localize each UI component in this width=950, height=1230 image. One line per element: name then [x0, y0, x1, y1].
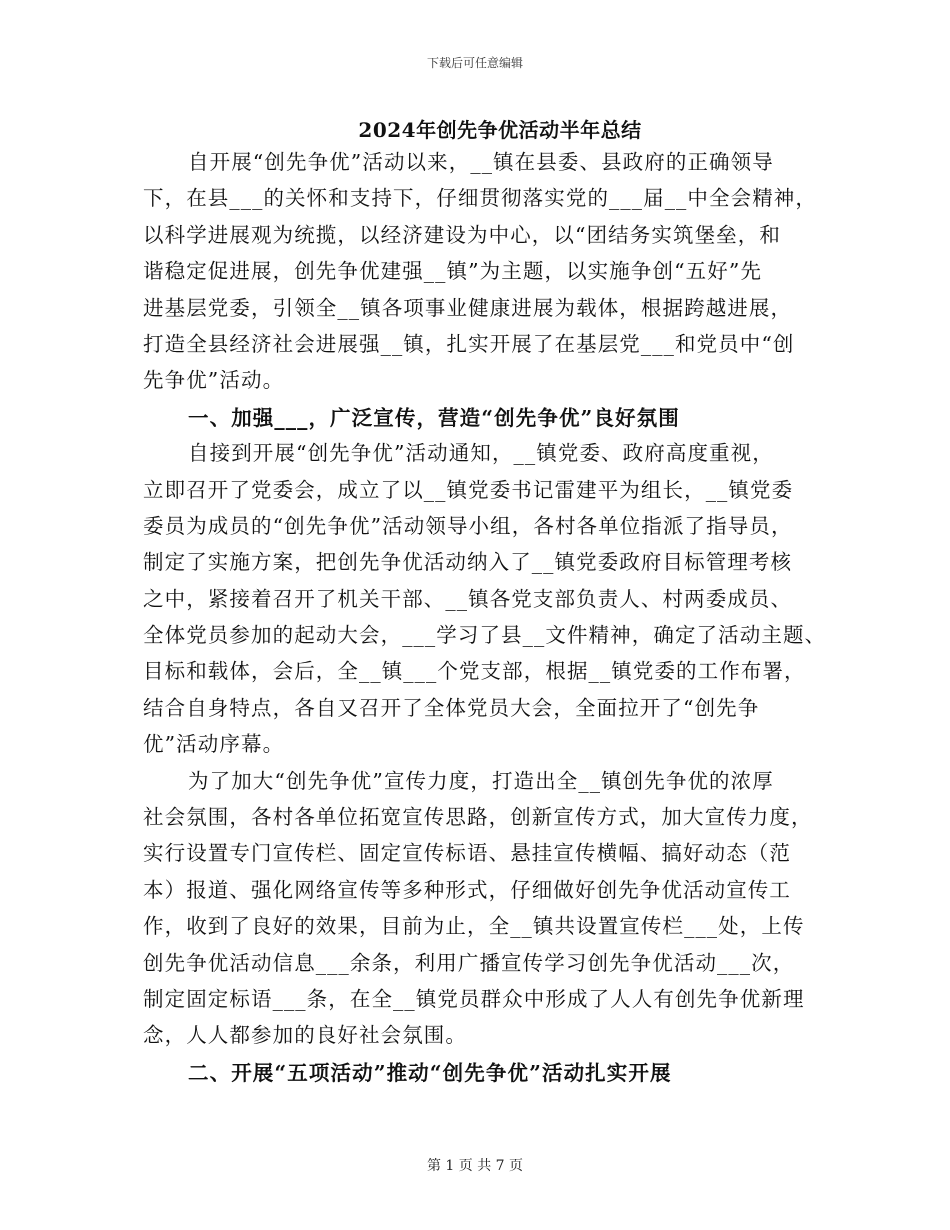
section-heading: 一、加强___，广泛宣传，营造“创先争优”良好氛围 — [188, 405, 680, 430]
document-title: 2024年创先争优活动半年总结 — [358, 118, 642, 142]
paragraph-line: 下，在县___的关怀和支持下，仔细贯彻落实党的___届__中全会精神， — [143, 186, 817, 211]
header-note: 下载后可任意编辑 — [426, 56, 523, 70]
paragraph-line: 先争优”活动。 — [143, 368, 285, 393]
paragraph-line: 自接到开展“创先争优”活动通知，__镇党委、政府高度重视， — [188, 441, 774, 466]
paragraph-line: 为了加大“创先争优”宣传力度，打造出全__镇创先争优的浓厚 — [188, 768, 774, 793]
paragraph-line: 进基层党委，引领全__镇各项事业健康进展为载体，根据跨越进展， — [143, 295, 793, 320]
paragraph-line: 作，收到了良好的效果，目前为止，全__镇共设置宣传栏___处，上传 — [143, 914, 805, 939]
paragraph-line: 制定了实施方案，把创先争优活动纳入了__镇党委政府目标管理考核 — [143, 550, 793, 575]
paragraph-line: 谐稳定促进展，创先争优建强__镇”为主题，以实施争创“五好”先 — [143, 259, 763, 284]
paragraph-line: 以科学进展观为统揽，以经济建设为中心，以“团结务实筑堡垒，和 — [143, 222, 781, 247]
paragraph-line: 目标和载体，会后，全__镇___个党支部，根据__镇党委的工作布署， — [143, 659, 806, 684]
paragraph-line: 优”活动序幕。 — [143, 732, 285, 757]
paragraph-line: 实行设置专门宣传栏、固定宣传标语、悬挂宣传横幅、搞好动态（范 — [143, 841, 791, 866]
paragraph-line: 念，人人都参加的良好社会氛围。 — [143, 1023, 467, 1048]
page-number-footer: 第 1 页 共 7 页 — [426, 1158, 524, 1174]
paragraph-line: 创先争优活动信息___余条，利用广播宣传学习创先争优活动___次， — [143, 950, 795, 975]
paragraph-line: 委员为成员的“创先争优”活动领导小组，各村各单位指派了指导员， — [143, 513, 793, 538]
paragraph-line: 结合自身特点，各自又召开了全体党员大会，全面拉开了“创先争 — [143, 695, 760, 720]
paragraph-line: 社会氛围，各村各单位拓宽宣传思路，创新宣传方式，加大宣传力度， — [143, 805, 813, 830]
paragraph-line: 自开展“创先争优”活动以来，__镇在县委、县政府的正确领导 — [188, 150, 774, 174]
paragraph-line: 本）报道、强化网络宣传等多种形式，仔细做好创先争优活动宣传工 — [143, 877, 791, 902]
section-heading: 二、开展“五项活动”推动“创先争优”活动扎实开展 — [188, 1060, 672, 1085]
paragraph-line: 之中，紧接着召开了机关干部、__镇各党支部负责人、村两委成员、 — [143, 586, 793, 611]
paragraph-line: 打造全县经济社会进展强__镇，扎实开展了在基层党___和党员中“创 — [143, 331, 795, 356]
paragraph-line: 立即召开了党委会，成立了以__镇党委书记雷建平为组长，__镇党委 — [143, 477, 794, 502]
paragraph-line: 全体党员参加的起动大会，___学习了县__文件精神，确定了活动主题、 — [143, 623, 827, 648]
document-body — [143, 144, 827, 1090]
paragraph-line: 制定固定标语___条，在全__镇党员群众中形成了人人有创先争优新理 — [143, 986, 805, 1011]
